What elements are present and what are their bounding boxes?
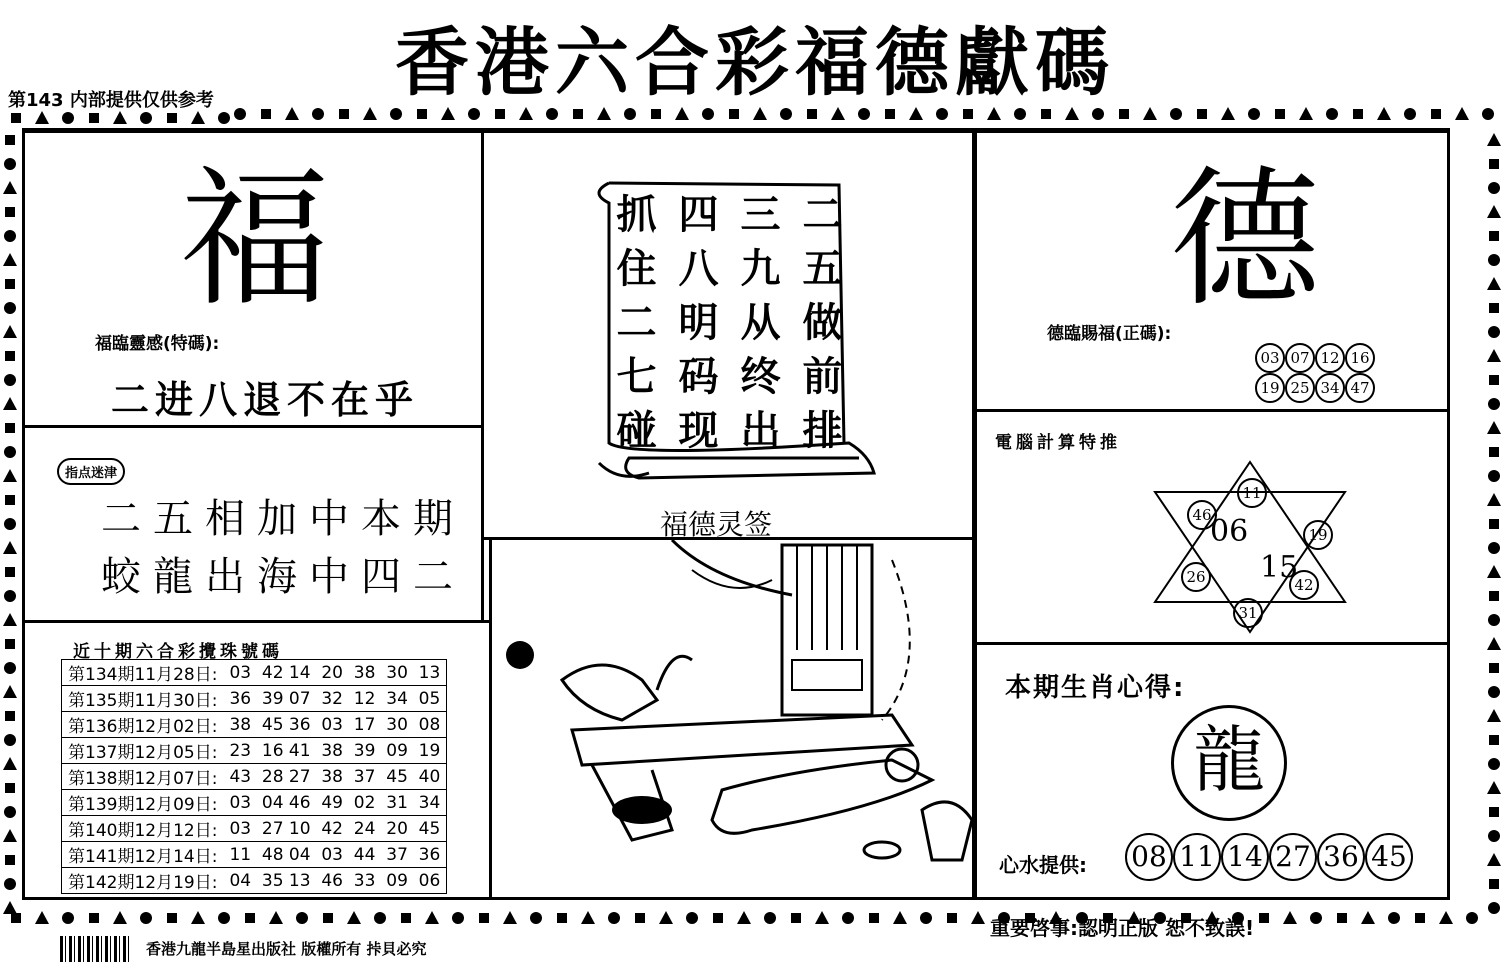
border-dot <box>3 541 17 554</box>
history-numbers-cell: 03 04 46 49 02 31 34 <box>223 790 446 816</box>
zodiac-character: 龍 <box>1192 718 1265 802</box>
border-dot <box>3 901 17 914</box>
border-dot <box>363 107 377 120</box>
border-dot <box>1404 108 1416 120</box>
border-dot <box>1487 853 1501 866</box>
poem-column-4: 抓住二七碰 <box>610 193 656 463</box>
border-dot <box>89 113 99 123</box>
border-dot <box>113 111 127 124</box>
border-dot <box>140 912 152 924</box>
history-date-cell: 第139期12月09日: <box>62 790 224 816</box>
border-dot <box>3 685 17 698</box>
star-number: 42 <box>1289 570 1319 600</box>
illustration-panel <box>489 537 977 900</box>
border-dot <box>1455 107 1469 120</box>
border-dot <box>468 108 480 120</box>
hint-tag: 指点迷津 <box>57 458 125 485</box>
border-dot <box>1092 108 1104 120</box>
border-dot <box>285 107 299 120</box>
border-dot <box>651 109 661 119</box>
number-circle: 47 <box>1345 373 1375 403</box>
border-dot <box>635 913 645 923</box>
border-dot <box>4 158 16 170</box>
border-dot <box>4 302 16 314</box>
number-circle: 07 <box>1285 343 1315 373</box>
border-dot <box>3 469 17 482</box>
border-dot <box>5 711 15 721</box>
border-dot <box>1337 913 1347 923</box>
border-dot <box>1487 781 1501 794</box>
table-row <box>62 686 447 712</box>
history-numbers-cell: 36 39 07 32 12 34 05 <box>223 686 446 712</box>
table-row <box>62 816 447 842</box>
barcode-icon <box>60 936 132 962</box>
border-dot <box>1326 108 1338 120</box>
border-dot <box>1275 109 1285 119</box>
zodiac-panel <box>972 642 1450 900</box>
border-dot <box>479 913 489 923</box>
border-dot <box>5 135 15 145</box>
border-dot <box>5 351 15 361</box>
border-dot <box>1248 108 1260 120</box>
history-date-cell: 第136期12月02日: <box>62 712 224 738</box>
border-dot <box>1488 398 1500 410</box>
border-dot <box>1488 254 1500 266</box>
border-dot <box>791 913 801 923</box>
history-numbers-cell: 03 42 14 20 38 30 13 <box>223 660 446 686</box>
border-dot <box>581 911 595 924</box>
border-dot <box>1041 109 1051 119</box>
history-numbers-cell: 38 45 36 03 17 30 08 <box>223 712 446 738</box>
border-dot <box>191 111 205 124</box>
border-dot <box>62 912 74 924</box>
border-dot <box>1361 911 1375 924</box>
border-dot <box>1487 709 1501 722</box>
border-dot <box>1065 107 1079 120</box>
table-row <box>62 738 447 764</box>
number-circle: 03 <box>1255 343 1285 373</box>
number-circle: 16 <box>1345 343 1375 373</box>
number-circle: 11 <box>1173 833 1221 881</box>
border-dot <box>5 207 15 217</box>
border-dot <box>1310 912 1322 924</box>
star-center-1: 06 <box>1210 514 1249 549</box>
border-dot <box>3 181 17 194</box>
border-dot <box>530 912 542 924</box>
border-dot <box>1488 902 1500 914</box>
border-dot <box>1488 614 1500 626</box>
border-dot <box>1489 879 1499 889</box>
border-dot <box>5 567 15 577</box>
border-dot <box>729 109 739 119</box>
border-dot <box>1488 758 1500 770</box>
border-dot <box>62 112 74 124</box>
publisher-text: 香港九龍半島星出版社 版權所有 挊貝必究 <box>146 940 427 958</box>
border-dot <box>519 107 533 120</box>
border-dot <box>893 911 907 924</box>
scroll-caption: 福德灵签 <box>660 508 773 541</box>
border-dot <box>390 108 402 120</box>
border-dot <box>441 107 455 120</box>
border-dot <box>1489 231 1499 241</box>
border-dot <box>1119 109 1129 119</box>
border-dot <box>167 113 177 123</box>
history-title: 近十期六合彩攪珠號碼 <box>73 642 283 662</box>
border-dot <box>495 109 505 119</box>
border-dot <box>3 613 17 626</box>
star-number: 11 <box>1237 478 1267 508</box>
history-date-cell: 第142期12月19日: <box>62 868 224 894</box>
poem-column-2: 三九从终出 <box>734 193 780 463</box>
table-row <box>62 868 447 894</box>
border-dot <box>113 911 127 924</box>
border-dot <box>909 107 923 120</box>
zodiac-label: 本期生肖心得: <box>1005 673 1186 703</box>
border-dot <box>1489 591 1499 601</box>
border-dot <box>4 662 16 674</box>
border-dot <box>1488 326 1500 338</box>
border-dot <box>807 109 817 119</box>
border-dot <box>35 911 49 924</box>
border-dot <box>296 912 308 924</box>
border-dot <box>1353 109 1363 119</box>
border-dot <box>1489 519 1499 529</box>
fu-label: 福臨靈感(特碼): <box>95 334 220 354</box>
fu-phrase: 二进八退不在乎 <box>111 378 420 422</box>
hint-line-2: 蛟龍出海中四二 <box>101 554 465 600</box>
border-dot <box>1489 807 1499 817</box>
history-numbers-cell: 43 28 27 38 37 45 40 <box>223 764 446 790</box>
notice-text: 重要啓事:認明正版 恕不致誤! <box>990 916 1255 940</box>
history-date-cell: 第140期12月12日: <box>62 816 224 842</box>
border-dot <box>963 109 973 119</box>
border-dot <box>269 911 283 924</box>
border-dot <box>713 913 723 923</box>
border-dot <box>35 111 49 124</box>
history-table <box>61 659 447 894</box>
border-dot <box>503 911 517 924</box>
number-circle: 45 <box>1365 833 1413 881</box>
border-dot <box>5 423 15 433</box>
history-date-cell: 第141期12月14日: <box>62 842 224 868</box>
page-title: 香港六合彩福德獻碼 <box>395 20 1115 106</box>
scroll-panel <box>481 130 977 540</box>
border-dot <box>4 518 16 530</box>
border-dot <box>5 639 15 649</box>
border-dot <box>4 806 16 818</box>
border-dot <box>1488 542 1500 554</box>
table-row <box>62 660 447 686</box>
border-dot <box>675 107 689 120</box>
history-date-cell: 第138期12月07日: <box>62 764 224 790</box>
issue-number: 第143 内部提供仅供参考 <box>8 90 214 111</box>
border-dot <box>753 107 767 120</box>
border-dot <box>885 109 895 119</box>
history-panel <box>22 620 492 900</box>
border-dot <box>4 446 16 458</box>
border-dot <box>167 913 177 923</box>
border-dot <box>1487 421 1501 434</box>
border-dot <box>1197 109 1207 119</box>
border-dot <box>608 912 620 924</box>
border-dot <box>1488 182 1500 194</box>
table-row <box>62 764 447 790</box>
border-dot <box>624 108 636 120</box>
border-dot <box>920 912 932 924</box>
number-circle: 27 <box>1269 833 1317 881</box>
border-dot <box>401 913 411 923</box>
border-dot <box>1221 107 1235 120</box>
star-label: 電腦計算特推 <box>995 433 1121 453</box>
border-dot <box>1487 565 1501 578</box>
hint-line-1: 二五相加中本期 <box>101 496 465 542</box>
border-dot <box>218 912 230 924</box>
table-row <box>62 790 447 816</box>
border-dot <box>3 397 17 410</box>
border-dot <box>1487 133 1501 146</box>
star-number: 31 <box>1233 598 1263 628</box>
de-label: 德臨賜福(正碼): <box>1047 324 1172 344</box>
de-panel <box>972 130 1450 412</box>
number-circle: 36 <box>1317 833 1365 881</box>
border-dot <box>764 912 776 924</box>
history-numbers-cell: 11 48 04 03 44 37 36 <box>223 842 446 868</box>
border-dot <box>546 108 558 120</box>
border-dot <box>842 912 854 924</box>
border-dot <box>218 112 230 124</box>
de-numbers-row1 <box>1255 343 1375 373</box>
border-dot <box>1489 735 1499 745</box>
border-dot <box>971 911 985 924</box>
border-dot <box>5 495 15 505</box>
border-dot <box>1388 912 1400 924</box>
border-dot <box>5 855 15 865</box>
star-panel <box>972 409 1450 645</box>
border-dot <box>3 253 17 266</box>
border-dot <box>452 912 464 924</box>
border-dot <box>1415 913 1425 923</box>
border-dot <box>1489 663 1499 673</box>
border-dot <box>1377 107 1391 120</box>
border-dot <box>1487 637 1501 650</box>
border-dot <box>11 913 21 923</box>
border-dot <box>987 107 1001 120</box>
border-dot <box>597 107 611 120</box>
border-dot <box>1482 108 1494 120</box>
border-dot <box>3 325 17 338</box>
border-dot <box>1489 159 1499 169</box>
poem-column-3: 四八明码现 <box>672 193 718 463</box>
border-dot <box>4 734 16 746</box>
border-dot <box>1431 109 1441 119</box>
border-dot <box>1487 493 1501 506</box>
border-dot <box>947 913 957 923</box>
border-dot <box>245 913 255 923</box>
border-dot <box>737 911 751 924</box>
border-dot <box>140 112 152 124</box>
border-dot <box>191 911 205 924</box>
border-dot <box>4 230 16 242</box>
fu-panel <box>22 130 484 428</box>
border-dot <box>1488 470 1500 482</box>
border-dot <box>1143 107 1157 120</box>
history-numbers-cell: 04 35 13 46 33 09 06 <box>223 868 446 894</box>
border-dot <box>347 911 361 924</box>
border-dot <box>3 829 17 842</box>
border-dot <box>1299 107 1313 120</box>
poem-column-1: 二五做前排 <box>796 193 842 463</box>
border-dot <box>5 783 15 793</box>
border-dot <box>815 911 829 924</box>
number-circle: 12 <box>1315 343 1345 373</box>
border-dot <box>1489 375 1499 385</box>
border-dot <box>5 279 15 289</box>
border-dot <box>339 109 349 119</box>
number-circle: 25 <box>1285 373 1315 403</box>
border-dot <box>831 107 845 120</box>
number-circle: 08 <box>1125 833 1173 881</box>
border-dot <box>1489 303 1499 313</box>
history-date-cell: 第134期11月28日: <box>62 660 224 686</box>
border-dot <box>1170 108 1182 120</box>
border-dot <box>659 911 673 924</box>
provider-label: 心水提供: <box>999 853 1087 877</box>
history-numbers-cell: 23 16 41 38 39 09 19 <box>223 738 446 764</box>
star-number: 19 <box>1303 520 1333 550</box>
star-number: 26 <box>1181 562 1211 592</box>
border-dot <box>261 109 271 119</box>
border-dot <box>858 108 870 120</box>
border-dot <box>4 374 16 386</box>
number-circle: 34 <box>1315 373 1345 403</box>
border-dot <box>312 108 324 120</box>
border-dot <box>417 109 427 119</box>
border-dot <box>4 590 16 602</box>
border-dot <box>3 757 17 770</box>
star-center-2: 15 <box>1260 550 1299 585</box>
border-dot <box>1014 108 1026 120</box>
table-row <box>62 712 447 738</box>
border-dot <box>686 912 698 924</box>
border-dot <box>573 109 583 119</box>
border-dot <box>1487 277 1501 290</box>
table-row <box>62 842 447 868</box>
star-number: 46 <box>1187 500 1217 530</box>
border-dot <box>323 913 333 923</box>
history-date-cell: 第135期11月30日: <box>62 686 224 712</box>
border-dot <box>702 108 714 120</box>
border-dot <box>1489 447 1499 457</box>
border-dot <box>1488 686 1500 698</box>
border-dot <box>374 912 386 924</box>
border-dot <box>11 113 21 123</box>
border-dot <box>1487 205 1501 218</box>
border-dot <box>936 108 948 120</box>
border-dot <box>1439 911 1453 924</box>
border-dot <box>89 913 99 923</box>
number-circle: 19 <box>1255 373 1285 403</box>
border-dot <box>4 878 16 890</box>
de-numbers-row2 <box>1255 373 1375 403</box>
fu-character: 福 <box>179 153 330 327</box>
border-dot <box>1488 830 1500 842</box>
border-dot <box>1283 911 1297 924</box>
border-dot <box>425 911 439 924</box>
provider-numbers <box>1125 833 1413 881</box>
number-circle: 14 <box>1221 833 1269 881</box>
border-dot <box>557 913 567 923</box>
hint-panel <box>22 425 484 623</box>
border-dot <box>1259 913 1269 923</box>
border-dot <box>1466 912 1478 924</box>
border-dot <box>869 913 879 923</box>
history-date-cell: 第137期12月05日: <box>62 738 224 764</box>
border-dot <box>234 108 246 120</box>
de-character: 德 <box>1169 153 1320 327</box>
history-numbers-cell: 03 27 10 42 24 20 45 <box>223 816 446 842</box>
border-dot <box>780 108 792 120</box>
border-dot <box>1487 349 1501 362</box>
sleeping-man-illustration <box>492 540 974 897</box>
